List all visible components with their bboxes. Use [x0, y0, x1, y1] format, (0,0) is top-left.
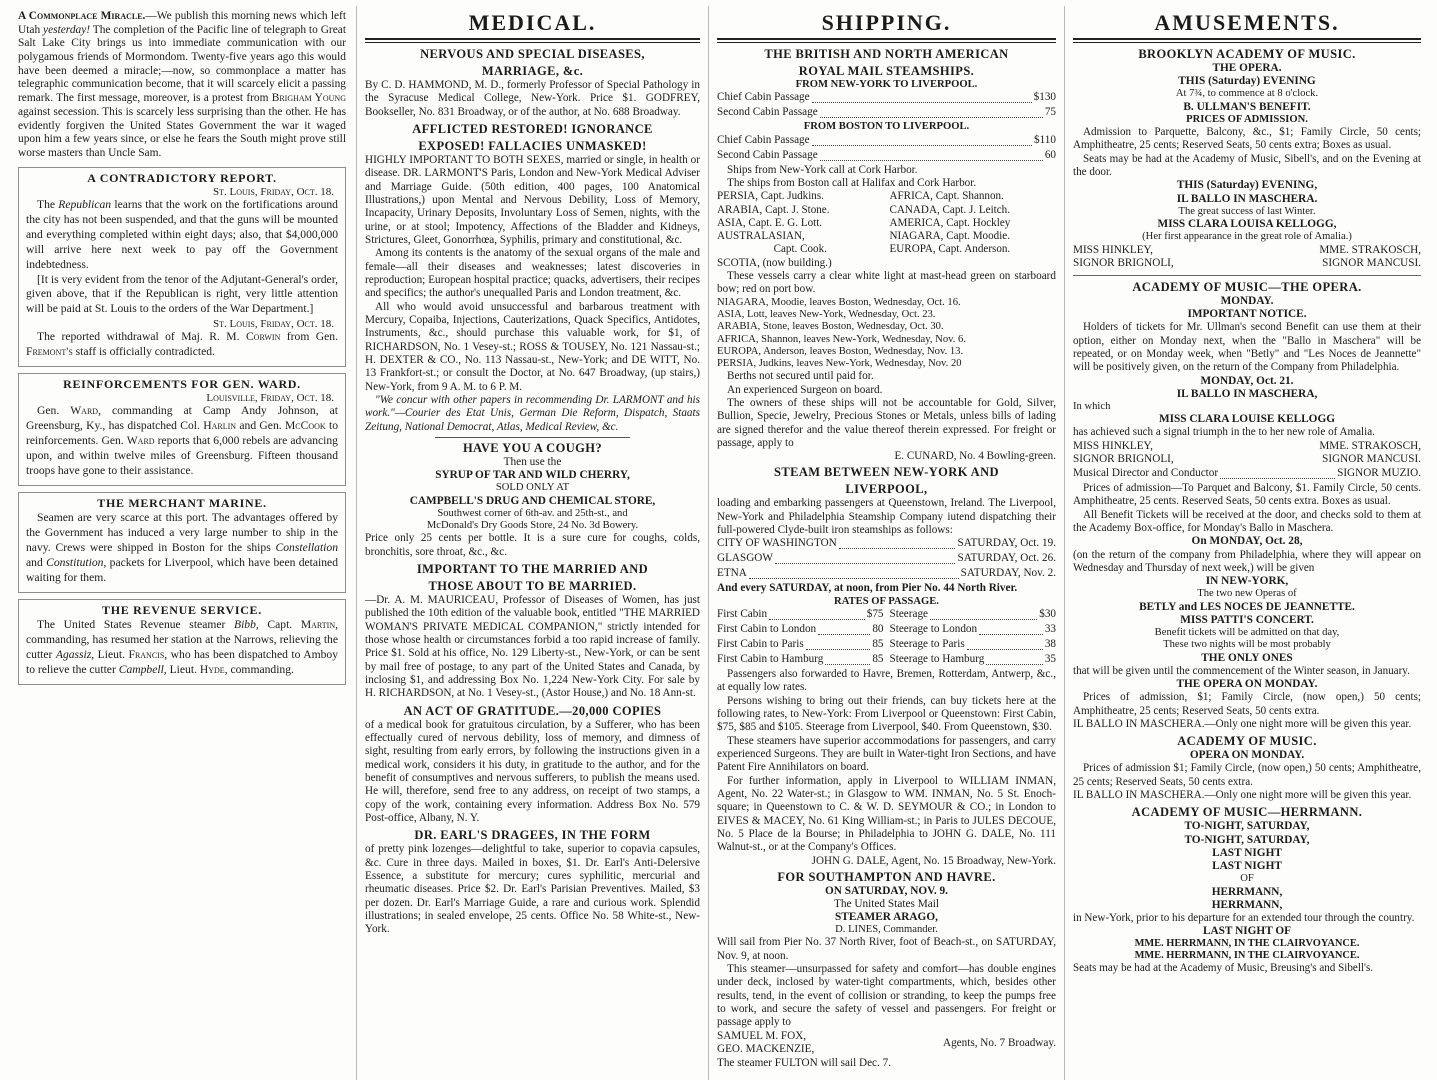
ad-headline: ACADEMY OF MUSIC—HERRMANN. [1131, 805, 1363, 820]
text-fragment: who has been dispatched to Amboy to relieve the cutter [26, 647, 338, 676]
text-fragment: learns that the work on the fortifications around the city has not been suspended, and that the guns will be mounted and everything completed within eight days; also, that $4,000,000 will arrive here next week to pay off the Government indebtedness. [26, 198, 338, 271]
section-masthead-shipping: SHIPPING. [821, 10, 952, 35]
article-paragraph-bracketed: [It is very evident from the tenor of the Adjutant-General's order, given above, that if the Republican is right, very little attention will be paid at St. Louis to the orders of the War Department.] [26, 272, 338, 316]
ad-paragraph-testimonial: "We concur with other papers in recommending Dr. LARMONT and his work."—Courier des Etat Unis, German Die Reform, Dispatch, Staats Zeitung, National Democrat, Atlas, Medical Review, &c. [365, 393, 700, 433]
ad-line-5: Southwest corner of 6th-av. and 25th-st., and [437, 507, 628, 519]
text-fragment: and Gen. [236, 419, 285, 433]
rate-row [717, 623, 884, 638]
article-smallcaps-brigham-young: Brigham Young [271, 92, 346, 105]
ad-paragraph-2: Among its contents is the anatomy of the sexual organs of the male and female—all their diseases and weaknesses; latest discoveries in reproduction; European hospital practice; quacks, advertisers, their recipes and specifics; the author's unequalled Paris and London treatment, &c. [365, 247, 700, 300]
leader-dots [820, 149, 1043, 161]
divider [435, 437, 630, 438]
text-fragment: Gen. [37, 404, 71, 418]
italic-campbell: Campbell, [118, 662, 167, 676]
cast-left: SIGNOR BRIGNOLI, [1073, 453, 1174, 466]
rate-label: Steerage to London [889, 623, 978, 635]
ad-line-success: The great success of last Winter. [1178, 205, 1316, 217]
article-lead-in: A Commonplace Miracle. [18, 10, 146, 22]
ad-line-herrmann-1: HERRMANN, [1211, 885, 1283, 898]
ad-prices-paragraph: Prices of admission $1; Family Circle, (now open,) 50 cents; Amphitheatre, 25 cents; Reserved Seats, 50 cents extra. [1073, 762, 1421, 788]
article-heading: THE MERCHANT MARINE. [97, 495, 267, 510]
leader-dots [825, 653, 870, 665]
smallcaps-fremont: Fremont's [26, 344, 73, 358]
ad-afflicted-restored [365, 122, 700, 434]
italic-bibb: Bibb, [233, 618, 259, 632]
ad-winter-season-paragraph: that will be given until the commencement of the Winter season, in January. [1073, 664, 1410, 677]
ad-headline-line-1: IMPORTANT TO THE MARRIED AND [416, 561, 649, 576]
cast-left: MISS HINKLEY, [1073, 439, 1153, 452]
ad-prices-paragraph-2: Prices of admission, $1; Family Circle, (now open,) 50 cents; Amphitheatre, 25 cents; Reserved Seats, 50 cents extra. [1073, 691, 1421, 717]
ad-seats-paragraph: Seats may be had at the Academy of Music, Sibell's, and on the Evening at the door. [1073, 152, 1421, 179]
rate-row [890, 638, 1057, 653]
ad-body: Price only 25 cents per bottle. It is a sure cure for coughs, colds, bronchitis, sore throat, &c., &c. [365, 532, 700, 558]
fare-value: 60 [1044, 148, 1056, 161]
article-paragraph [26, 404, 338, 478]
article-text-2: The completion of the Pacific line of telegraph to Great Salt Lake City brings us into immediate communication with our polygamous friends of Mormondom. Twenty-five years ago this would have been deemed a miracle;—now, so commonplace a matter has telegraphic communication become, that it will scarcely elicit a passing remark. The first message, moreover, is a protest from [18, 23, 346, 105]
leader-dots [749, 567, 959, 579]
ad-line-important-notice: IMPORTANT NOTICE. [1187, 308, 1307, 321]
italic-republican: Republican [58, 198, 112, 212]
ad-line-patti-concert: MISS PATTI'S CONCERT. [1180, 613, 1314, 626]
divider [717, 38, 1056, 43]
ad-line-last-night-1: LAST NIGHT [1212, 846, 1282, 859]
ad-line-3: SOLD ONLY AT [495, 482, 570, 494]
ship-name: ARABIA, Capt. J. Stone. [717, 203, 830, 216]
fare-label: Chief Cabin Passage [717, 91, 810, 104]
text-fragment: commanding, has resumed her station at the Narrows, relieving the cutter [26, 633, 338, 661]
rates-table [717, 608, 1056, 668]
leader-dots [812, 134, 1032, 146]
ad-headline-line-2: THOSE ABOUT TO BE MARRIED. [428, 578, 637, 593]
note-halifax-cork: The ships from Boston call at Halifax and Cork Harbor. [727, 176, 977, 189]
ad-headline-line-1: AFFLICTED RESTORED! IGNORANCE [412, 121, 653, 136]
ad-headline: BROOKLYN ACADEMY OF MUSIC. [1138, 47, 1356, 61]
ad-tour-paragraph: in New-York, prior to his departure for an extended tour through the country. [1073, 911, 1415, 924]
divider [1073, 275, 1421, 276]
ad-body-1: Will sail from Pier No. 37 North River, foot of Beach-st., on SATURDAY, Nov. 9, at noon. [717, 936, 1056, 962]
sailing-row [717, 552, 1056, 567]
leader-dots [930, 608, 1037, 620]
ad-line-only-ones: THE ONLY ONES [1201, 651, 1293, 664]
cast-row [1073, 453, 1421, 467]
leader-dots [806, 638, 871, 650]
ad-headline-line-1: THE BRITISH AND NORTH AMERICAN [764, 47, 1009, 61]
text-fragment: Capt. [258, 618, 301, 632]
leader-dots [775, 552, 956, 564]
article-heading: REINFORCEMENTS FOR GEN. WARD. [63, 376, 301, 391]
text-fragment: and [26, 555, 47, 569]
ad-headline-line-2: EXPOSED! FALLACIES UNMASKED! [418, 138, 647, 153]
ad-seats-paragraph: Seats may be had at the Academy of Music, Breusing's and Sibell's. [1073, 962, 1374, 975]
leader-dots [812, 91, 1032, 103]
subheading-boston-liverpool: FROM BOSTON TO LIVERPOOL. [803, 121, 970, 133]
fare-value: $110 [1034, 133, 1056, 146]
rate-value: $75 [866, 608, 884, 620]
rate-row [890, 608, 1057, 623]
rate-row [890, 653, 1057, 668]
ad-line-benefit-admit: Benefit tickets will be admitted on that day, [1154, 627, 1340, 639]
text-fragment: The [37, 198, 59, 212]
ad-line-date: MONDAY, Oct. 21. [1200, 374, 1294, 387]
ship-name: NIAGARA, Capt. Moodie. [889, 230, 1010, 243]
cast-left: SIGNOR BRIGNOLI, [1073, 257, 1174, 270]
ad-benefit-tickets-paragraph: All Benefit Tickets will be received at the door, and checks sold to them at the Academy Box-office, for Monday's Ballo in Maschera. [1073, 508, 1421, 535]
ad-headline: HAVE YOU A COUGH? [462, 440, 603, 455]
ad-triumph-paragraph: has achieved such a signal triumph in the to her new role of Amalia. [1073, 426, 1375, 439]
article-italic-yesterday: yesterday! [43, 23, 91, 36]
section-masthead-amusements: AMUSEMENTS. [1154, 10, 1340, 35]
ship-name: AFRICA, Capt. Shannon. [889, 190, 1004, 203]
rate-row [890, 623, 1057, 638]
ad-body-2: This steamer—unsurpassed for safety and comfort—has double engines under deck, inclosed by water-tight compartments, which, besides other results, tend, in the event of collision or stranding, to keep the pumps free to work, and secure the safety of vessel and passengers. For freight or passage apply to [717, 963, 1056, 1029]
fare-label: Second Cabin Passage [717, 106, 818, 119]
ship-list-right [890, 190, 1057, 270]
cast-row [1073, 440, 1421, 454]
smallcaps-ward-2: Ward [126, 434, 155, 448]
ad-headline-line-2: MARRIAGE, &c. [481, 64, 584, 78]
ad-important-to-married [365, 562, 700, 701]
text-fragment: reports that 6,000 rebels are advancing upon, and within twelve miles of Greensburg. Fifteen thousand troops have gone to their assistance. [26, 434, 338, 477]
leader-dots [818, 623, 870, 635]
leader-dots [986, 653, 1042, 665]
ad-line-1: Then use the [503, 455, 562, 468]
ad-line-clairvoyance-1: MME. HERRMANN, IN THE CLAIRVOYANCE. [1134, 938, 1360, 950]
sailing-row [717, 537, 1056, 552]
fare-label: Chief Cabin Passage [717, 133, 810, 146]
ad-line-in-which: In which [1073, 400, 1111, 412]
agent-names [717, 1030, 814, 1057]
fare-row [717, 91, 1056, 106]
berths-note: Berths not secured until paid for. [727, 370, 874, 383]
ad-line-last-night-2: LAST NIGHT [1212, 860, 1282, 873]
ad-line-3: STEAMER ARAGO, [835, 911, 938, 923]
subheading-new-york-liverpool: FROM NEW-YORK TO LIVERPOOL. [795, 79, 978, 90]
rate-value: 35 [1044, 653, 1056, 665]
ad-act-of-gratitude [365, 704, 700, 826]
ad-headline-line-2: ROYAL MAIL STEAMSHIPS. [798, 64, 975, 78]
leader-dots [839, 537, 956, 549]
accommodations-note: These steamers have superior accommodations for passengers, and carry experienced Surgeons. They are built in Water-tight Iron Sections, and have Patent Fire Annihilators on board. [717, 734, 1056, 774]
ad-dr-earls-dragees [365, 828, 700, 936]
fare-row [717, 106, 1056, 121]
rate-row [717, 638, 884, 653]
article-contradictory-report [18, 167, 346, 367]
rates-right [890, 608, 1057, 668]
ad-headline: AN ACT OF GRATITUDE.—20,000 COPIES [403, 703, 662, 718]
surgeon-note: An experienced Surgeon on board. [727, 383, 883, 396]
fare-row [717, 149, 1056, 164]
article-commonplace-miracle [18, 10, 346, 161]
text-fragment: commanding. [227, 662, 294, 676]
ad-headline: DR. EARL'S DRAGEES, IN THE FORM [414, 828, 651, 843]
ship-list-left [717, 190, 884, 270]
text-fragment: to reinforcements. Gen. [26, 419, 338, 448]
rate-row [717, 608, 884, 623]
ad-paragraph-1: HIGHLY IMPORTANT TO BOTH SEXES, married or single, in health or disease. DR. LARMONT'S Paris, London and New-York Medical Adviser and Marriage Guide. (50th edition, 400 pages, 100 Anatomical Illustrations,) upon Mental and Nervous Debility, Loss of Memory, Incapacity, Urinary Deposits, Involuntary Loss of Semen, nights, with the urine, or at stool; Impotency, Affections of the Bladder and Kidneys, Strictures, Gleet, Gonorrhœa, Syphilis, primary and constitutional, &c. [365, 153, 700, 246]
article-paragraph [26, 618, 338, 677]
ad-body: —Dr. A. M. MAURICEAU, Professor of Diseases of Women, has just published the 10th edition of the valuable book, entitled "THE MARRIED WOMAN'S PRIVATE MEDICAL COMPANION," strictly intended for those whose health or circumstances forbid a too rapid increase of family. Price $1. Sold at his office, No. 129 Liberty-st., New-York, or can be sent by mail free of postage, to any part of the United States and Canada, by inclosing $1, and addressing Box No. 1,224 New-York City. For sale by H. RICHARDSON, at No. 1 Vesey-st., (Astor House,) and No. 18 Ann-st. [365, 593, 700, 700]
ship-name: CANADA, Capt. J. Leitch. [889, 203, 1010, 216]
rates-left [717, 608, 884, 668]
dateline-2: St. Louis, Friday, Oct. 18. [212, 317, 334, 330]
text-fragment: And every SATURDAY, at noon, from Pier No. 44 North River. [717, 582, 1018, 595]
section-masthead-medical: MEDICAL. [468, 10, 597, 35]
cast-right: SIGNOR MANCUSI. [1322, 257, 1421, 270]
article-heading: A CONTRADICTORY REPORT. [87, 170, 277, 185]
text-fragment: Lieut. [94, 647, 129, 661]
cast-left: MISS HINKLEY, [1073, 243, 1153, 256]
ship-name: ASIA, Capt. E. G. Lott. [717, 216, 823, 229]
leader-dots [967, 638, 1043, 650]
cast-row [1073, 257, 1421, 271]
dateline: Louisville, Friday, Oct. 18. [206, 392, 334, 405]
sailing-row: ARABIA, Stone, leaves Boston, Wednesday, Oct. 30. [717, 321, 944, 333]
text-fragment: packets for Liverpool, which have been detained waiting for them. [26, 555, 338, 584]
ad-line-this-evening: THIS (Saturday) EVENING [1178, 75, 1316, 88]
lights-note: These vessels carry a clear white light at mast-head green on starboard bow; red on port bow. [717, 270, 1056, 296]
article-text-3: against secession. This is scarcely less surprising than the other. He has evidently forgiven the United States Government the war it waged upon him a few years since, or else he fears the South might prove still worse masters than Uncle Sam. [18, 105, 346, 159]
rate-label: Steerage to Hamburg [889, 653, 985, 665]
agents-note: For further information, apply in Liverpool to WILLIAM INMAN, Agent, No. 22 Water-st.; in Glasgow to WM. INMAN, No. 5 St. Enoch-square; in Queenstown to C. & W. D. SEYMOUR & CO.; in London to EIVES & MACEY, No. 61 King William-st.; in Paris to JULES DECOUE, No. 5 Place de la Bourse; in Philadelphia to JOHN G. DALE, No. 111 Walnut-st., or at the Company's Offices. [717, 774, 1056, 854]
ship-name: CITY OF WASHINGTON [717, 537, 837, 550]
agent-signature: JOHN G. DALE, Agent, No. 15 Broadway, New-York. [811, 854, 1056, 867]
rate-value: 85 [872, 638, 884, 650]
ad-headline-line-1: STEAM BETWEEN NEW-YORK AND [774, 465, 999, 480]
ad-ballo-one-night: IL BALLO IN MASCHERA.—Only one night more will be given this year. [1073, 789, 1412, 802]
column-medical [356, 6, 708, 1080]
ship-name: SCOTIA, (now building.) [717, 256, 832, 269]
ad-body: loading and embarking passengers at Queenstown, Ireland. The Liverpool, New-York and Philadelphia Steamship Company iutend dispatching their full-powered Clyde-built iron steamships as follows: [717, 497, 1056, 537]
article-heading: THE REVENUE SERVICE. [102, 602, 262, 617]
ad-line-1: ON SATURDAY, NOV. 9. [824, 884, 949, 897]
ad-line-prices-heading: PRICES OF ADMISSION. [1186, 113, 1308, 125]
cast-right: SIGNOR MANCUSI. [1322, 453, 1421, 466]
ad-body: of pretty pink lozenges—delightful to take, superior to copavia capsules, &c. Cure in three days. Mailed in boxes, $1. Dr. Earl's Anti-Delersive Essence, a substitute for mercury; cures syphilitic, mercurial and rheumatic diseases. Price $2. Dr. Earl's Parisian Preventives. Mailed, $3 per dozen. Dr. Earl's Marriage Guide, a rare and curious work. Splendid illustrations; in sealed envelope, 25 cents. Office No. 58 White-st., New-York. [365, 843, 700, 936]
ad-headline: ACADEMY OF MUSIC—THE OPERA. [1132, 279, 1362, 294]
rate-label: First Cabin to London [717, 623, 817, 635]
ad-headline: FOR SOUTHAMPTON AND HAVRE. [777, 869, 996, 884]
ship-name: Capt. Cook. [773, 243, 827, 256]
ad-line-tonight-2: TO-NIGHT, SATURDAY, [1184, 833, 1310, 846]
cast-right: MME. STRAKOSCH, [1319, 243, 1421, 256]
fare-value: 75 [1044, 106, 1056, 119]
smallcaps-corwin: Corwin [245, 329, 281, 343]
rate-value: 38 [1044, 638, 1056, 650]
ad-line-6: McDonald's Dry Goods Store, 24 No. 3d Bowery. [426, 520, 639, 532]
cast-right: MME. STRAKOSCH, [1319, 439, 1421, 452]
article-reinforcements [18, 373, 346, 486]
conductor-name: SIGNOR MUZIO. [1337, 467, 1421, 480]
conductor-row [1073, 467, 1421, 482]
divider [365, 38, 700, 43]
ad-southampton-havre [717, 870, 1056, 1071]
ad-have-you-a-cough [365, 441, 700, 559]
fulton-note: The steamer FULTON will sail Dec. 7. [717, 1057, 891, 1070]
sailing-schedule [717, 297, 1056, 371]
article-paragraph [26, 198, 338, 272]
article-paragraph [26, 511, 338, 585]
sailing-row: NIAGARA, Moodie, leaves Boston, Wednesday, Oct. 16. [717, 296, 961, 308]
ad-ballo-one-night: IL BALLO IN MASCHERA.—Only one night more will be given this year. [1073, 717, 1412, 730]
rate-label: Steerage [889, 608, 929, 620]
text-fragment: from Gen. [280, 329, 338, 343]
sailing-row: EUROPA, Anderson, leaves Boston, Wednesday, Nov. 13. [717, 345, 964, 357]
ad-academy-of-music-herrmann [1073, 805, 1421, 975]
ad-line-betly-noces: BETLY and LES NOCES DE JEANNETTE. [1139, 600, 1355, 613]
article-merchant-marine [18, 492, 346, 593]
ship-name: PERSIA, Capt. Judkins. [717, 190, 824, 203]
fare-row [717, 134, 1056, 149]
text-fragment: commanding at Camp Andy Johnson, at Greensburg, Ky., has dispatched Col. [26, 404, 338, 433]
ad-line-opera-monday: OPERA ON MONDAY. [1189, 749, 1305, 762]
ad-line-this-evening-2: THIS (Saturday) EVENING, [1176, 179, 1318, 192]
smallcaps-ward: Ward, [70, 404, 101, 418]
text-fragment: Lieut. [166, 662, 200, 676]
ad-line-role-note: (Her first appearance in the great role of Amalia.) [1142, 231, 1352, 243]
ad-cunard-royal-mail-steamships [717, 47, 1056, 462]
ship-name: EUROPA, Capt. Anderson. [889, 243, 1011, 256]
sailing-date: SATURDAY, Oct. 26. [957, 552, 1056, 565]
ad-line-on-monday: On MONDAY, Oct. 28, [1191, 535, 1303, 548]
ad-line-opera: THE OPERA. [1212, 62, 1282, 74]
column-amusements [1064, 6, 1427, 1080]
liability-note: The owners of these ships will not be accountable for Gold, Silver, Bullion, Specie, Jewelry, Precious Stones or Metals, unless bills of lading are signed therefor and the value thereof therein expressed. For freight or passage, apply to [717, 397, 1056, 450]
sailing-row: PERSIA, Judkins, leaves New-York, Wednesday, Nov. 20 [717, 358, 962, 370]
column-news [4, 6, 356, 1080]
text-fragment: staff is officially contradicted. [72, 344, 215, 358]
agent-name-2: GEO. MACKENZIE, [717, 1043, 815, 1056]
article-paragraph-3 [26, 330, 338, 360]
smallcaps-hyde: Hyde, [199, 662, 228, 676]
ad-prices-paragraph: Admission to Parquette, Balcony, &c., $1; Family Circle, 50 cents; Amphitheatre, 25 cents; Reserved Seats, 50 cents extra; Boxes as usual. [1073, 126, 1421, 152]
rate-value: 80 [872, 623, 884, 635]
smallcaps-mccook: McCook [284, 419, 326, 433]
note-cork-harbor: Ships from New-York call at Cork Harbor. [727, 163, 918, 176]
article-body [18, 10, 346, 161]
ad-line-last-night-of: LAST NIGHT OF [1202, 925, 1292, 938]
article-revenue-service [18, 599, 346, 685]
ad-nervous-special-diseases [365, 47, 700, 119]
rate-value: 33 [1044, 623, 1056, 635]
agent-signature: E. CUNARD, No. 4 Bowling-green. [894, 450, 1056, 463]
smallcaps-francis: Francis, [128, 647, 168, 661]
agents-block [717, 1030, 1056, 1057]
rate-label: First Cabin [717, 608, 768, 620]
ad-academy-of-music-the-opera [1073, 280, 1421, 731]
rate-label: First Cabin to Paris [717, 638, 804, 650]
ad-line-kellogg: MISS CLARA LOUISA KELLOGG, [1157, 218, 1337, 231]
fare-label: Second Cabin Passage [717, 148, 818, 161]
leader-dots [979, 623, 1043, 635]
ad-line-two-new-operas: The two new Operas of [1197, 588, 1297, 600]
ad-notice-paragraph: Holders of tickets for Mr. Ullman's second Benefit can use them at their option, either on Monday next, when the "Ballo in Maschera" will be repeated, or on Monday week, when "Betly" and "Les Noces de Jeannette" will be positively given, on the return of the Company from Philadelphia. [1073, 321, 1421, 374]
ad-line-of: OF [1240, 873, 1254, 885]
ad-brooklyn-academy-of-music [1073, 47, 1421, 271]
article-text-1: We publish this morning news which left Utah [18, 10, 346, 36]
ad-line-in-new-york: IN NEW-YORK, [1205, 575, 1289, 588]
italic-constitution: Constitution, [46, 555, 107, 569]
ad-line-ballo: IL BALLO IN MASCHERA. [1176, 192, 1318, 205]
sailing-row: ASIA, Lott, leaves New-York, Wednesday, Oct. 23. [717, 309, 936, 321]
ad-body: By C. D. HAMMOND, M. D., formerly Professor of Special Pathology in the Syracuse Medical College, New-York. Price $1. GODFREY, Bookseller, No. 831 Broadway, or of the author, at No. 688 Broadway. [365, 79, 700, 118]
em-dash: — [145, 10, 157, 22]
rate-row [717, 653, 884, 668]
agent-brace-label: Agents, No. 7 Broadway. [943, 1036, 1056, 1049]
ad-line-two-nights: These two nights will be most probably [1163, 639, 1331, 651]
divider [1073, 38, 1421, 43]
ad-line-benefit: B. ULLMAN'S BENEFIT. [1183, 100, 1311, 113]
ad-steam-between-ny-liverpool [717, 465, 1056, 866]
smallcaps-martin: Martin, [300, 618, 338, 632]
ad-line-herrmann-2: HERRMANN, [1211, 898, 1283, 911]
sailing-date: SATURDAY, Nov. 2. [960, 567, 1056, 580]
smallcaps-harlin: Harlin [203, 419, 237, 433]
ad-line-opera-monday: THE OPERA ON MONDAY. [1176, 678, 1318, 691]
ad-academy-of-music [1073, 734, 1421, 802]
text-fragment: The reported withdrawal of Maj. R. M. [37, 329, 246, 343]
fare-value: $130 [1033, 91, 1056, 104]
ad-headline-line-1: NERVOUS AND SPECIAL DISEASES, [420, 47, 645, 61]
ad-body: of a medical book for gratuitous circulation, by a Sufferer, who has been effectually cured of nervous debility, loss of memory, and dimness of sight, resulting from early errors, by following the instructions given in a medical work, considers it his duty, in gratitude to the author, and for the benefit of consumptives and nervous sufferers, to publish the means used. He will, therefore, send free to any address, on receipt of two stamps, a copy of the work, containing every information. Address Box No. 579 Post-office, Albany, N. Y. [365, 718, 700, 824]
column-shipping [708, 6, 1064, 1080]
ad-line-4: CAMPBELL'S DRUG AND CHEMICAL STORE, [409, 494, 656, 507]
sailing-row: AFRICA, Shannon, leaves New-York, Wednesday, Nov. 6. [717, 333, 966, 345]
leader-dots [769, 608, 865, 620]
prepaid-tickets-note: Persons wishing to bring out their friends, can buy tickets here at the following rates, to New-York: From Liverpool or Queenstown: First Cabin, $75, $85 and $105. Steerage from Liverpool, $40. From Queenstown, $30. [717, 694, 1056, 734]
ad-line-monday: MONDAY. [1220, 294, 1274, 307]
italic-agassiz: Agassiz, [55, 647, 95, 661]
ship-list [717, 190, 1056, 270]
ad-line-2: The United States Mail [833, 897, 940, 910]
text-fragment: The United States Revenue steamer [37, 618, 234, 632]
leader-dots [820, 106, 1043, 118]
and-every-saturday-note [717, 582, 1056, 595]
rate-value: $30 [1039, 608, 1056, 620]
rate-label: First Cabin to Hamburg [717, 653, 824, 665]
dateline: St. Louis, Friday, Oct. 18. [212, 186, 334, 199]
conductor-label: Musical Director and Conductor [1073, 467, 1219, 480]
ad-line-kellogg: MISS CLARA LOUISE KELLOGG [1158, 413, 1336, 426]
ship-name: ETNA [717, 567, 747, 580]
ad-line-clairvoyance-2: MME. HERRMANN, IN THE CLAIRVOYANCE. [1134, 950, 1360, 962]
ship-name: AUSTRALASIAN, [717, 230, 805, 243]
ad-headline-line-2: LIVERPOOL, [845, 482, 928, 497]
italic-constellation: Constellation [275, 541, 338, 555]
ad-return-paragraph: (on the return of the company from Philadelphia, where they will appear on Wednesday and Thursday of next week,) will be given [1073, 548, 1421, 574]
cast-row [1073, 244, 1421, 258]
text-fragment: Seamen are very scarce at this port. The advantages offered by the Government has induced a very large number to ship in the navy. Crews were shipped in Boston for the ships [26, 511, 338, 555]
rates-heading: RATES OF PASSAGE. [834, 595, 939, 607]
ad-line-curtain-time: At 7¾, to commence at 8 o'clock. [1175, 88, 1319, 100]
ship-name: GLASGOW [717, 552, 773, 565]
rate-value: 85 [872, 653, 884, 665]
forwarding-note: Passengers also forwarded to Havre, Bremen, Rotterdam, Antwerp, &c., at equally low rates. [717, 668, 1056, 694]
ad-line-ballo: IL BALLO IN MASCHERA, [1176, 387, 1318, 400]
ad-headline: ACADEMY OF MUSIC. [1177, 734, 1317, 749]
ad-prices-paragraph: Prices of admission—To Parquet and Balcony, $1. Family Circle, 50 cents. Amphitheatre, 25 cents. Reserved Seats, 50 cents extra. Boxes as usual. [1073, 482, 1421, 508]
rate-label: Steerage to Paris [889, 638, 965, 650]
sailing-date: SATURDAY, Oct. 19. [957, 537, 1056, 550]
ad-line-4: D. LINES, Commander. [835, 924, 938, 936]
ship-name: AMERICA, Capt. Hockley [889, 216, 1011, 229]
agent-name-1: SAMUEL M. FOX, [717, 1029, 807, 1042]
ad-line-2: SYRUP OF TAR AND WILD CHERRY, [435, 469, 630, 482]
ad-line-tonight-1: TO-NIGHT, SATURDAY, [1184, 820, 1310, 833]
leader-dots [1220, 467, 1335, 479]
ad-paragraph-3: All who would avoid unsuccessful and barbarous treatment with Mercury, Copaiba, Injections, Cauterizations, Quack Specifics, Antidotes, Instruments, &c., should purchase this valuable work, for $1, of RICHARDSON, No. 1 Vesey-st.; ROSS & TOUSEY, No. 121 Nassau-st.; H. DEXTER & CO., No. 113 Nassau-st., New-York; and DE WITT, No. 13 Frankfort-st.; or consult the Doctor, at No. 647 Broadway, (up stairs,) New-York, from 9 A. M. to 6 P. M. [365, 300, 700, 393]
sailing-row [717, 567, 1056, 582]
